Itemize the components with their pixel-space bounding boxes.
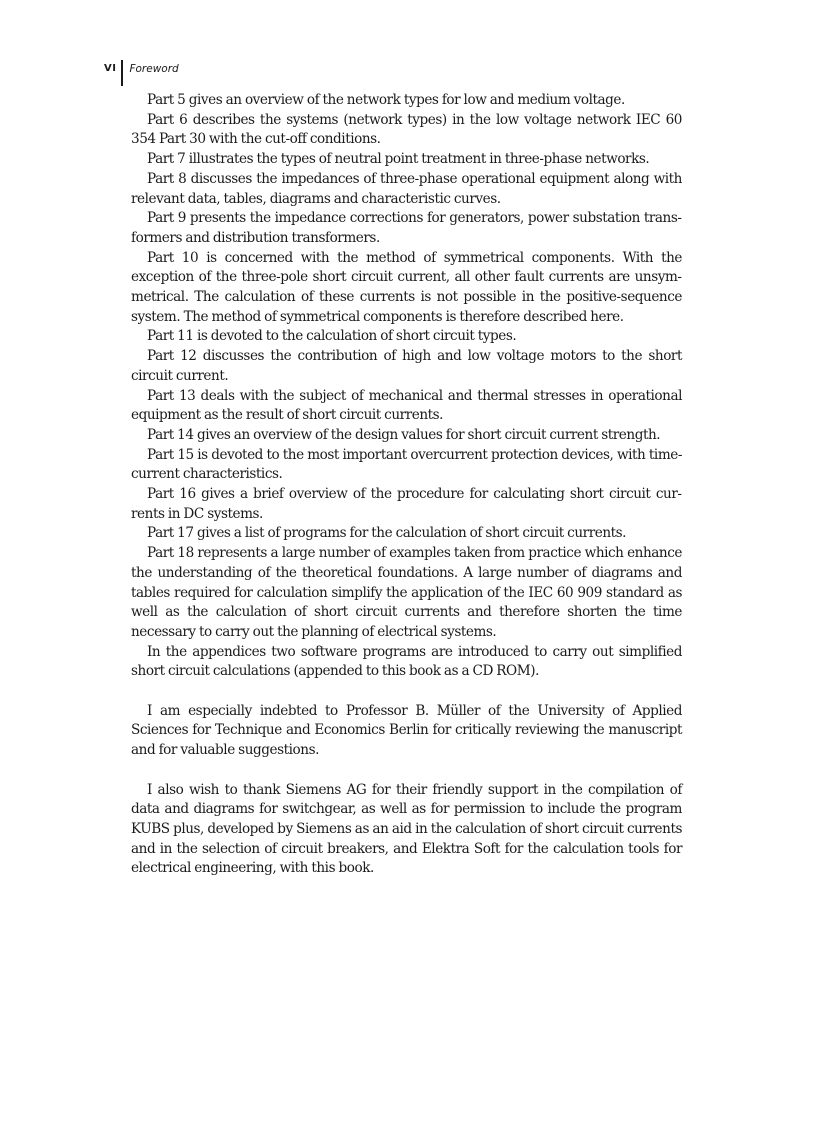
body-text: [131, 91, 682, 879]
paragraph-part-13: Part 13 deals with the subject of mechanical and thermal stresses in operational equipment as the result of short circuit currents.: [131, 387, 682, 424]
paragraph-part-18: Part 18 represents a large number of examples taken from practice which enhance the understanding of the theoretical foundations. A large number of diagrams and tables required for calculation simplify the application of the IEC 60 909 standard as well as the calculation of short circuit currents and therefore shorten the time necessary to carry out the planning of electrical systems.: [131, 545, 682, 640]
paragraph-appendices: In the appendices two software programs are introduced to carry out simplified short circuit calculations (appended to this book as a CD ROM).: [131, 643, 682, 680]
header-rule: [121, 60, 123, 86]
paragraph-part-17: Part 17 gives a list of programs for the calculation of short circuit currents.: [147, 525, 627, 542]
paragraph-part-5: Part 5 gives an overview of the network types for low and medium voltage.: [147, 92, 625, 108]
paragraph-part-14: Part 14 gives an overview of the design values for short circuit current strength.: [147, 426, 661, 443]
running-head: [104, 60, 179, 86]
paragraph-acknowledgement-mueller: I am especially indebted to Professor B. Müller of the University of Applied Sciences for Technique and Economics Berlin for critically reviewing the manuscript and for valuable suggestions.: [131, 702, 682, 759]
paragraph-part-8: Part 8 discusses the impedances of three-phase operational equipment along with relevant data, tables, diagrams and characteristic curves.: [131, 170, 682, 207]
paragraph-part-11: Part 11 is devoted to the calculation of short circuit types.: [147, 328, 517, 345]
paragraph-acknowledgement-siemens: I also wish to thank Siemens AG for their friendly support in the compilation of data and diagrams for switchgear, as well as for permission to include the program KUBS plus, developed by Siemens as an aid in the calculation of short circuit currents and in the selection of circuit breakers, and Elektra Soft for the calculation tools for electrical engineering, with this book.: [131, 781, 682, 877]
page-number: VI: [104, 63, 117, 74]
section-title: Foreword: [129, 63, 179, 75]
paragraph-part-9: Part 9 presents the impedance corrections for generators, power substation transformers and distribution transformers.: [131, 210, 682, 246]
paragraph-part-6: Part 6 describes the systems (network types) in the low voltage network IEC 60 354 Part 30 with the cut-off conditions.: [131, 111, 682, 148]
paragraph-part-12: Part 12 discusses the contribution of high and low voltage motors to the short circuit current.: [131, 348, 682, 384]
paragraph-part-7: Part 7 illustrates the types of neutral point treatment in three-phase networks.: [147, 151, 650, 168]
paragraph-part-16: Part 16 gives a brief overview of the procedure for calculating short circuit currents in DC systems.: [131, 486, 682, 522]
paragraph-part-10: Part 10 is concerned with the method of symmetrical components. With the exception of the three-pole short circuit current, all other fault currents are unsymmetrical. The calculation of these currents is not possible in the positive-sequence system. The method of symmetrical components is therefore described here.: [131, 249, 682, 325]
paragraph-part-15: Part 15 is devoted to the most important overcurrent protection devices, with time-current characteristics.: [131, 446, 682, 483]
